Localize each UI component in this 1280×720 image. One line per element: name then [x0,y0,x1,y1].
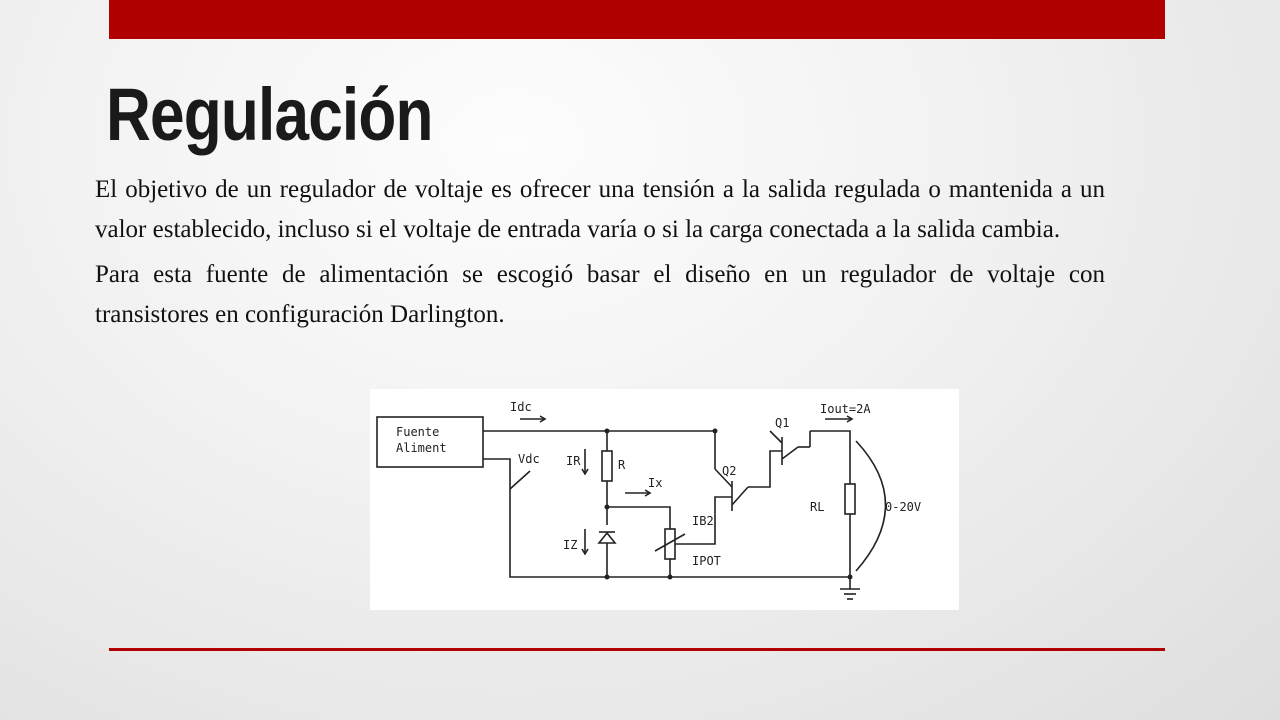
paragraph-design: Para esta fuente de alimentación se escogió basar el diseño en un regulador de voltaje con transistores en configuración Darlington. [95,261,1105,328]
regulator-circuit-diagram [370,389,959,610]
paragraph-objective: El objetivo de un regulador de voltaje es ofrecer una tensión a la salida regulada o mantenida a un valor establecido, incluso si el voltaje de entrada varía o si la carga conectada a la salida cambia. [95,176,1105,243]
circuit-schematic [370,389,959,610]
q2-label: Q2 [722,464,737,478]
source-label-line2: Aliment [396,441,447,455]
iout-label: Iout=2A [820,402,871,416]
load-resistor-rl [845,484,855,514]
ix-label: Ix [648,476,663,490]
r-label: R [618,458,626,472]
iz-label: IZ [563,538,578,552]
idc-label: Idc [510,400,532,414]
output-voltage-arc [856,441,886,571]
ipot-label: IPOT [692,554,721,568]
source-label-line1: Fuente [396,425,440,439]
ir-label: IR [566,454,581,468]
vdc-label: Vdc [518,452,540,466]
rl-label: RL [810,500,825,514]
bottom-accent-rule [109,648,1165,651]
ib2-label: IB2 [692,514,714,528]
top-accent-bar [109,0,1165,39]
slide-title: Regulación [106,73,433,156]
zener-diode [599,533,615,543]
output-voltage-label: 0-20V [885,500,922,514]
q1-label: Q1 [775,416,790,430]
slide-body [95,170,1105,334]
resistor-r [602,451,612,481]
